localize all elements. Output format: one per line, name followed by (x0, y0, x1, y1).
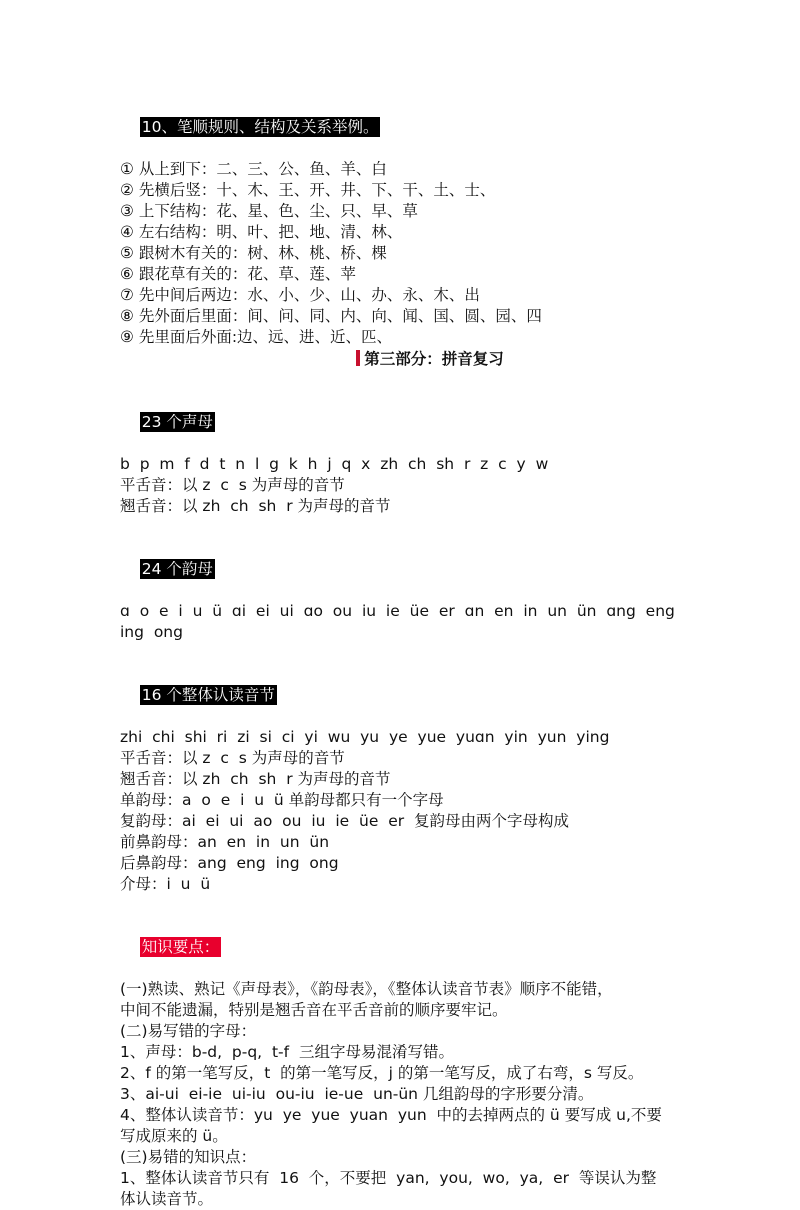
yunmu-line: ing ong (120, 623, 183, 641)
rule-item: ⑤ 跟树木有关的：树、林、桃、桥、棵 (120, 244, 387, 262)
shengmu-heading: 23 个声母 (141, 413, 213, 431)
yunmu-heading-line (120, 538, 700, 601)
shengmu-line: b p m f d t n l g k h j q x zh ch sh r z c y w (120, 455, 549, 473)
knowledge-line: 中间不能遗漏，特别是翘舌音在平舌音前的顺序要牢记。 (120, 1001, 508, 1019)
zhengti-line: 单韵母：a o e i u ü 单韵母都只有一个字母 (120, 791, 444, 809)
knowledge-line: (三)易错的知识点： (120, 1148, 257, 1166)
zhengti-line: 平舌音：以 z c s 为声母的音节 (120, 749, 345, 767)
part10-heading: 10、笔顺规则、结构及关系举例。 (141, 118, 379, 136)
yunmu-line: ɑ o e i u ü ɑi ei ui ɑo ou iu ie üe er ɑn en in un ün ɑng eng (120, 602, 675, 620)
zhengti-heading: 16 个整体认读音节 (141, 686, 275, 704)
knowledge-line: 写成原来的 ü。 (120, 1127, 228, 1145)
rule-item: ③ 上下结构：花、星、色、尘、只、早、草 (120, 202, 418, 220)
zhengti-line: 翘舌音：以 zh ch sh r 为声母的音节 (120, 770, 391, 788)
shengmu-line: 翘舌音：以 zh ch sh r 为声母的音节 (120, 497, 391, 515)
zhengti-line: 后鼻韵母：ang eng ing ong (120, 854, 339, 872)
rule-item: ⑥ 跟花草有关的：花、草、莲、苹 (120, 265, 356, 283)
knowledge-line: 1、声母：b-d, p-q, t-f 三组字母易混淆写错。 (120, 1043, 454, 1061)
zhengti-line: 前鼻韵母：an en in un ün (120, 833, 330, 851)
knowledge-line: 3、ai-ui ei-ie ui-iu ou-iu ie-ue un-ün 几组韵母的字形要分清。 (120, 1085, 594, 1103)
rule-item: ⑦ 先中间后两边：水、小、少、山、办、永、木、出 (120, 286, 480, 304)
knowledge-line: 2、f 的第一笔写反，t 的第一笔写反，j 的第一笔写反，成了右弯，s 写反。 (120, 1064, 644, 1082)
part10-heading-line (120, 96, 700, 159)
zhengti-heading-line (120, 664, 700, 727)
rule-item: ① 从上到下：二、三、公、鱼、羊、白 (120, 160, 387, 178)
rule-item: ⑨ 先里面后外面:边、远、进、近、匹、 (120, 328, 393, 346)
rule-item: ⑧ 先外面后里面：间、问、同、内、向、闻、国、圆、园、四 (120, 307, 542, 325)
section3-title: 第三部分：拼音复习 (364, 350, 504, 368)
rule-item: ② 先横后竖：十、木、王、开、井、下、干、土、士、 (120, 181, 496, 199)
zhengti-line: zhi chi shi ri zi si ci yi wu yu ye yue yuɑn yin yun ying (120, 728, 610, 746)
knowledge-heading-line (120, 916, 700, 979)
shengmu-heading-line (120, 391, 700, 454)
zhengti-line: 介母：i u ü (120, 875, 211, 893)
rule-item: ④ 左右结构：明、叶、把、地、清、林、 (120, 223, 403, 241)
shengmu-line: 平舌音：以 z c s 为声母的音节 (120, 476, 345, 494)
knowledge-line: 4、整体认读音节：yu ye yue yuan yun 中的去掉两点的 ü 要写成 u,不要 (120, 1106, 662, 1124)
zhengti-line: 复韵母：ai ei ui ao ou iu ie üe er 复韵母由两个字母构成 (120, 812, 569, 830)
knowledge-line: (一)熟读、熟记《声母表》，《韵母表》，《整体认读音节表》顺序不能错， (120, 980, 613, 998)
document-page (120, 96, 700, 1210)
section-marker-bar (356, 350, 360, 366)
knowledge-line: 1、整体认读音节只有 16 个，不要把 yan, you, wo, ya, er 等误认为整 (120, 1169, 657, 1187)
knowledge-line: 体认读音节。 (120, 1190, 214, 1208)
knowledge-heading: 知识要点： (141, 938, 220, 956)
section3-title-row (160, 348, 700, 370)
knowledge-line: (二)易写错的字母： (120, 1022, 257, 1040)
yunmu-heading: 24 个韵母 (141, 560, 213, 578)
